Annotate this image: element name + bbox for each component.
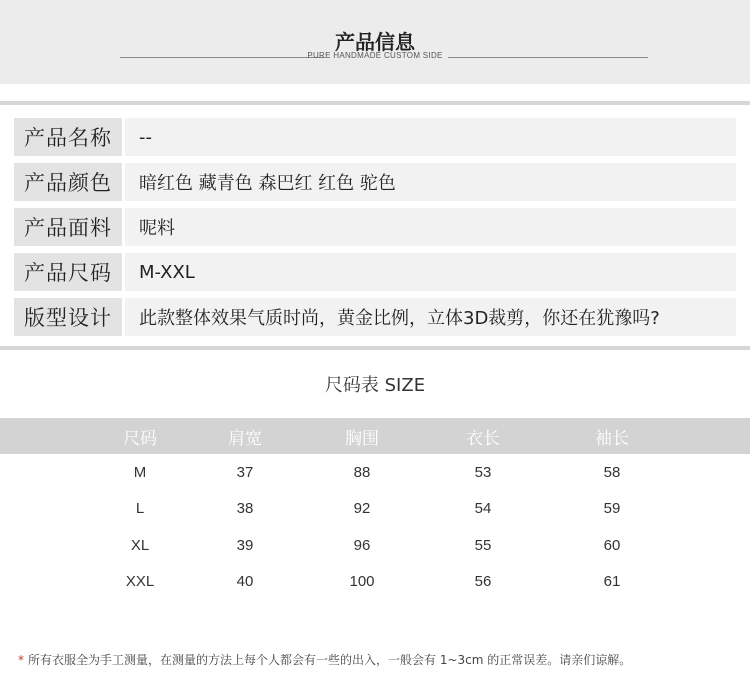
table-row	[0, 527, 750, 563]
header-divider-right	[448, 57, 648, 58]
table-cell: 55	[474, 536, 492, 554]
separator-bar	[0, 346, 750, 350]
note-marker: *	[18, 653, 24, 667]
size-table-header	[0, 418, 750, 454]
table-cell: 96	[353, 536, 371, 554]
column-header: 袖长	[595, 428, 629, 449]
info-row-size	[14, 253, 736, 291]
table-cell: 100	[349, 572, 375, 590]
size-table-title: 尺码表 SIZE	[324, 375, 426, 396]
column-header: 尺码	[123, 428, 157, 449]
measurement-note	[18, 651, 743, 668]
table-cell: 40	[236, 572, 254, 590]
table-cell: XL	[130, 536, 150, 554]
table-cell: 38	[236, 499, 254, 517]
header-band	[0, 0, 750, 84]
table-cell: 39	[236, 536, 254, 554]
table-cell: 92	[353, 499, 371, 517]
info-value: M-XXL	[125, 253, 736, 291]
table-cell: M	[133, 463, 147, 481]
note-text: 所有衣服全为手工测量，在测量的方法上每个人都会有一些的出入，一般会有 1~3cm 的正常误差。请亲们谅解。	[28, 653, 632, 667]
info-value: --	[125, 118, 736, 156]
info-row-fabric	[14, 208, 736, 246]
table-row	[0, 490, 750, 526]
table-cell: 60	[603, 536, 621, 554]
info-label: 版型设计	[14, 298, 122, 336]
table-cell: 58	[603, 463, 621, 481]
info-value: 暗红色 藏青色 森巴红 红色 驼色	[125, 163, 736, 201]
section-subtitle: PURE HANDMADE CUSTOM SIDE	[307, 51, 443, 60]
info-row-design	[14, 298, 736, 336]
info-label: 产品尺码	[14, 253, 122, 291]
info-row-color	[14, 163, 736, 201]
table-cell: L	[135, 499, 145, 517]
table-cell: 56	[474, 572, 492, 590]
info-row-name	[14, 118, 736, 156]
info-label: 产品颜色	[14, 163, 122, 201]
table-cell: XXL	[125, 572, 155, 590]
section-title: 产品信息	[335, 30, 415, 54]
table-row	[0, 454, 750, 490]
info-label: 产品面料	[14, 208, 122, 246]
column-header: 胸围	[345, 428, 379, 449]
table-cell: 37	[236, 463, 254, 481]
info-value: 呢料	[125, 208, 736, 246]
column-header: 衣长	[466, 428, 500, 449]
separator-bar	[0, 101, 750, 105]
info-value: 此款整体效果气质时尚，黄金比例，立体3D裁剪，你还在犹豫吗?	[125, 298, 736, 336]
table-cell: 88	[353, 463, 371, 481]
table-row	[0, 563, 750, 599]
column-header: 肩宽	[228, 428, 262, 449]
table-cell: 59	[603, 499, 621, 517]
info-label: 产品名称	[14, 118, 122, 156]
table-cell: 53	[474, 463, 492, 481]
table-cell: 54	[474, 499, 492, 517]
table-cell: 61	[603, 572, 621, 590]
